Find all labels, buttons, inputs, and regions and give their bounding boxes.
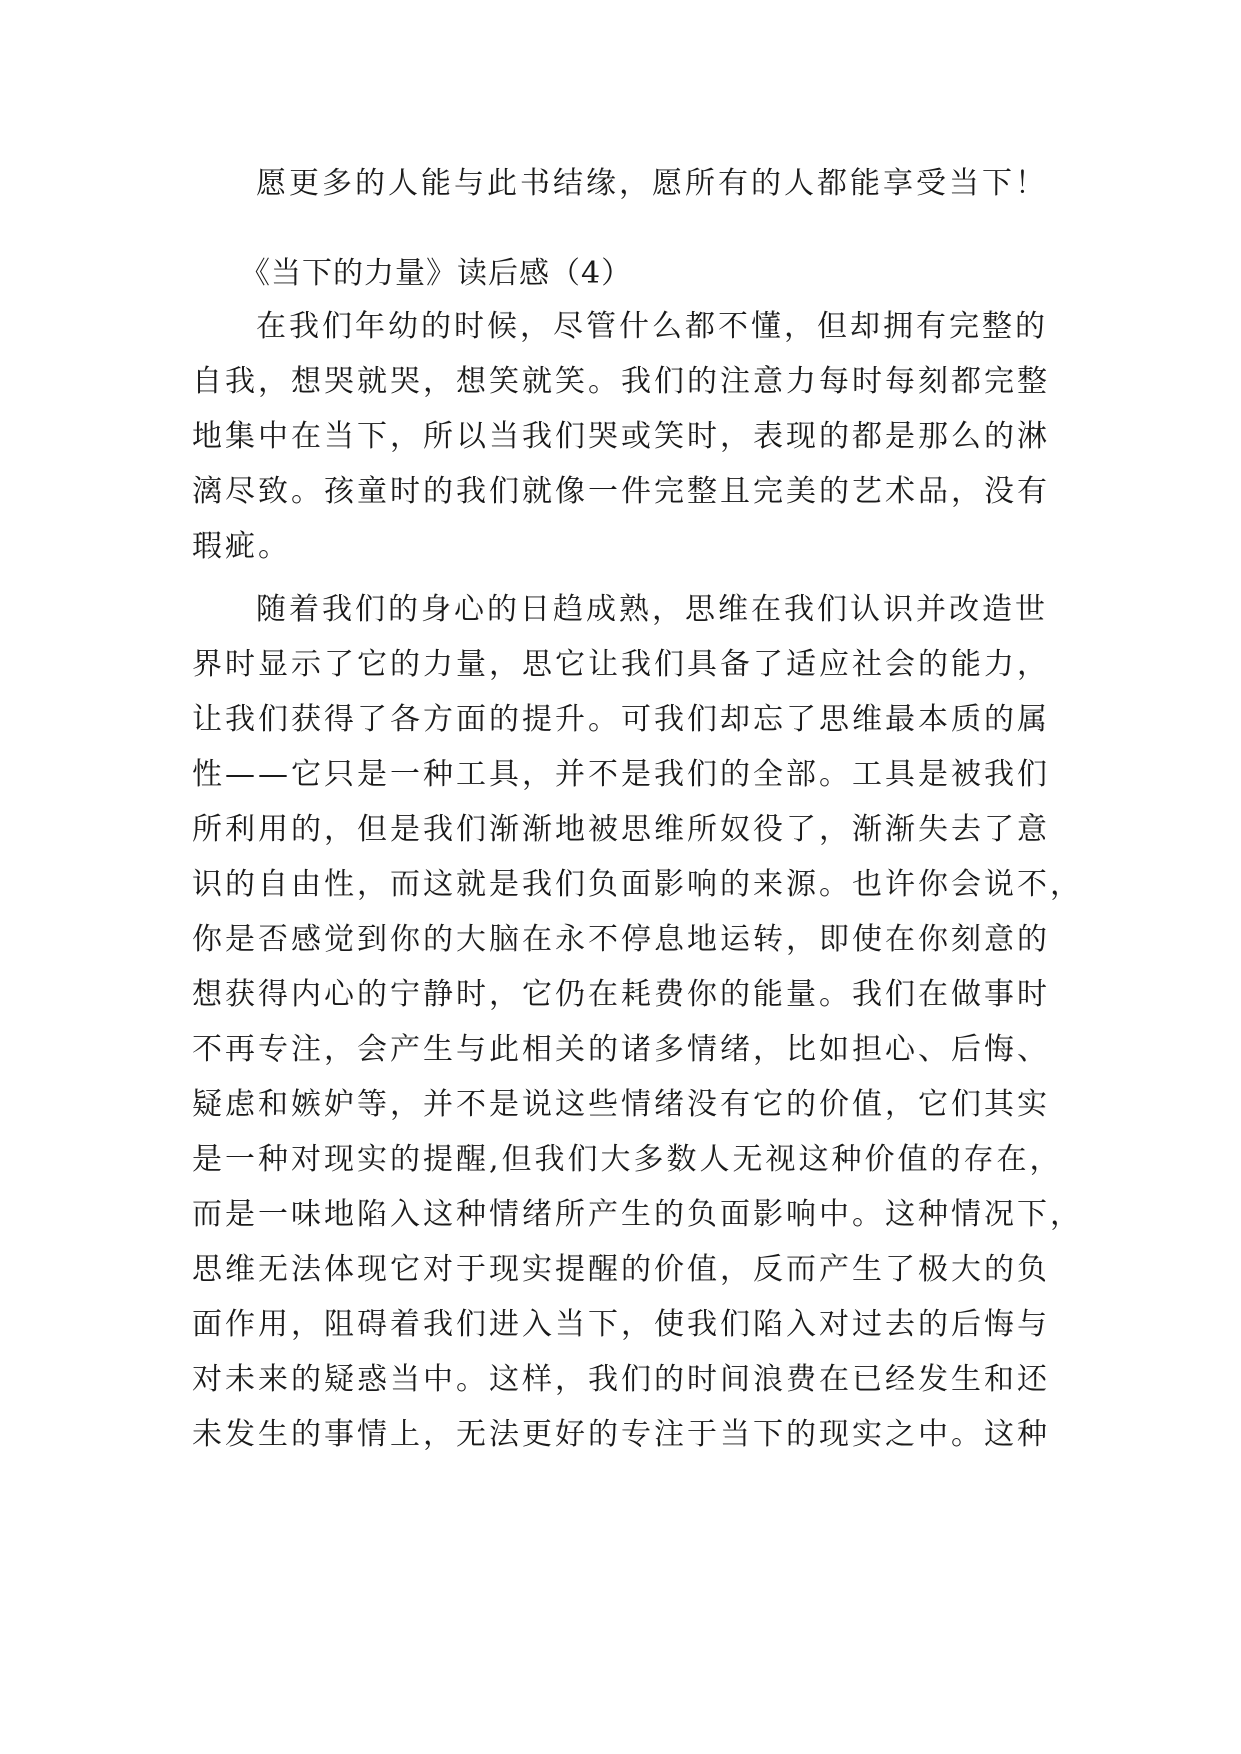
closing-line: 愿更多的人能与此书结缘，愿所有的人都能享受当下！: [256, 166, 1048, 201]
paragraph-line: 性——它只是一种工具，并不是我们的全部。工具是被我们: [192, 757, 1050, 792]
paragraph-line: 自我，想哭就哭，想笑就笑。我们的注意力每时每刻都完整: [192, 364, 1050, 399]
paragraph-line: 你是否感觉到你的大脑在永不停息地运转，即使在你刻意的: [192, 922, 1050, 957]
paragraph-line: 让我们获得了各方面的提升。可我们却忘了思维最本质的属: [192, 702, 1050, 737]
essay-heading: 《当下的力量》读后感（4）: [240, 256, 633, 291]
paragraph-line: 识的自由性，而这就是我们负面影响的来源。也许你会说不，: [192, 867, 1083, 902]
paragraph-line: 是一种对现实的提醒,但我们大多数人无视这种价值的存在，: [192, 1142, 1063, 1177]
paragraph-line: 随着我们的身心的日趋成熟，思维在我们认识并改造世: [256, 592, 1048, 627]
paragraph-line: 疑虑和嫉妒等，并不是说这些情绪没有它的价值，它们其实: [192, 1087, 1050, 1122]
paragraph-line: 地集中在当下，所以当我们哭或笑时，表现的都是那么的淋: [192, 419, 1050, 454]
paragraph-line: 瑕疵。: [192, 529, 291, 564]
paragraph-line: 界时显示了它的力量，思它让我们具备了适应社会的能力，: [192, 647, 1050, 682]
paragraph-line: 漓尽致。孩童时的我们就像一件完整且完美的艺术品，没有: [192, 474, 1050, 509]
paragraph-line: 面作用，阻碍着我们进入当下，使我们陷入对过去的后悔与: [192, 1307, 1050, 1342]
paragraph-line: 对未来的疑惑当中。这样，我们的时间浪费在已经发生和还: [192, 1362, 1050, 1397]
paragraph-line: 未发生的事情上，无法更好的专注于当下的现实之中。这种: [192, 1417, 1050, 1452]
paragraph-line: 思维无法体现它对于现实提醒的价值，反而产生了极大的负: [192, 1252, 1050, 1287]
paragraph-line: 不再专注，会产生与此相关的诸多情绪，比如担心、后悔、: [192, 1032, 1050, 1067]
paragraph-line: 所利用的，但是我们渐渐地被思维所奴役了，渐渐失去了意: [192, 812, 1050, 847]
paragraph-line: 想获得内心的宁静时，它仍在耗费你的能量。我们在做事时: [192, 977, 1050, 1012]
paragraph-line: 而是一味地陷入这种情绪所产生的负面影响中。这种情况下，: [192, 1197, 1083, 1232]
paragraph-line: 在我们年幼的时候，尽管什么都不懂，但却拥有完整的: [256, 309, 1048, 344]
